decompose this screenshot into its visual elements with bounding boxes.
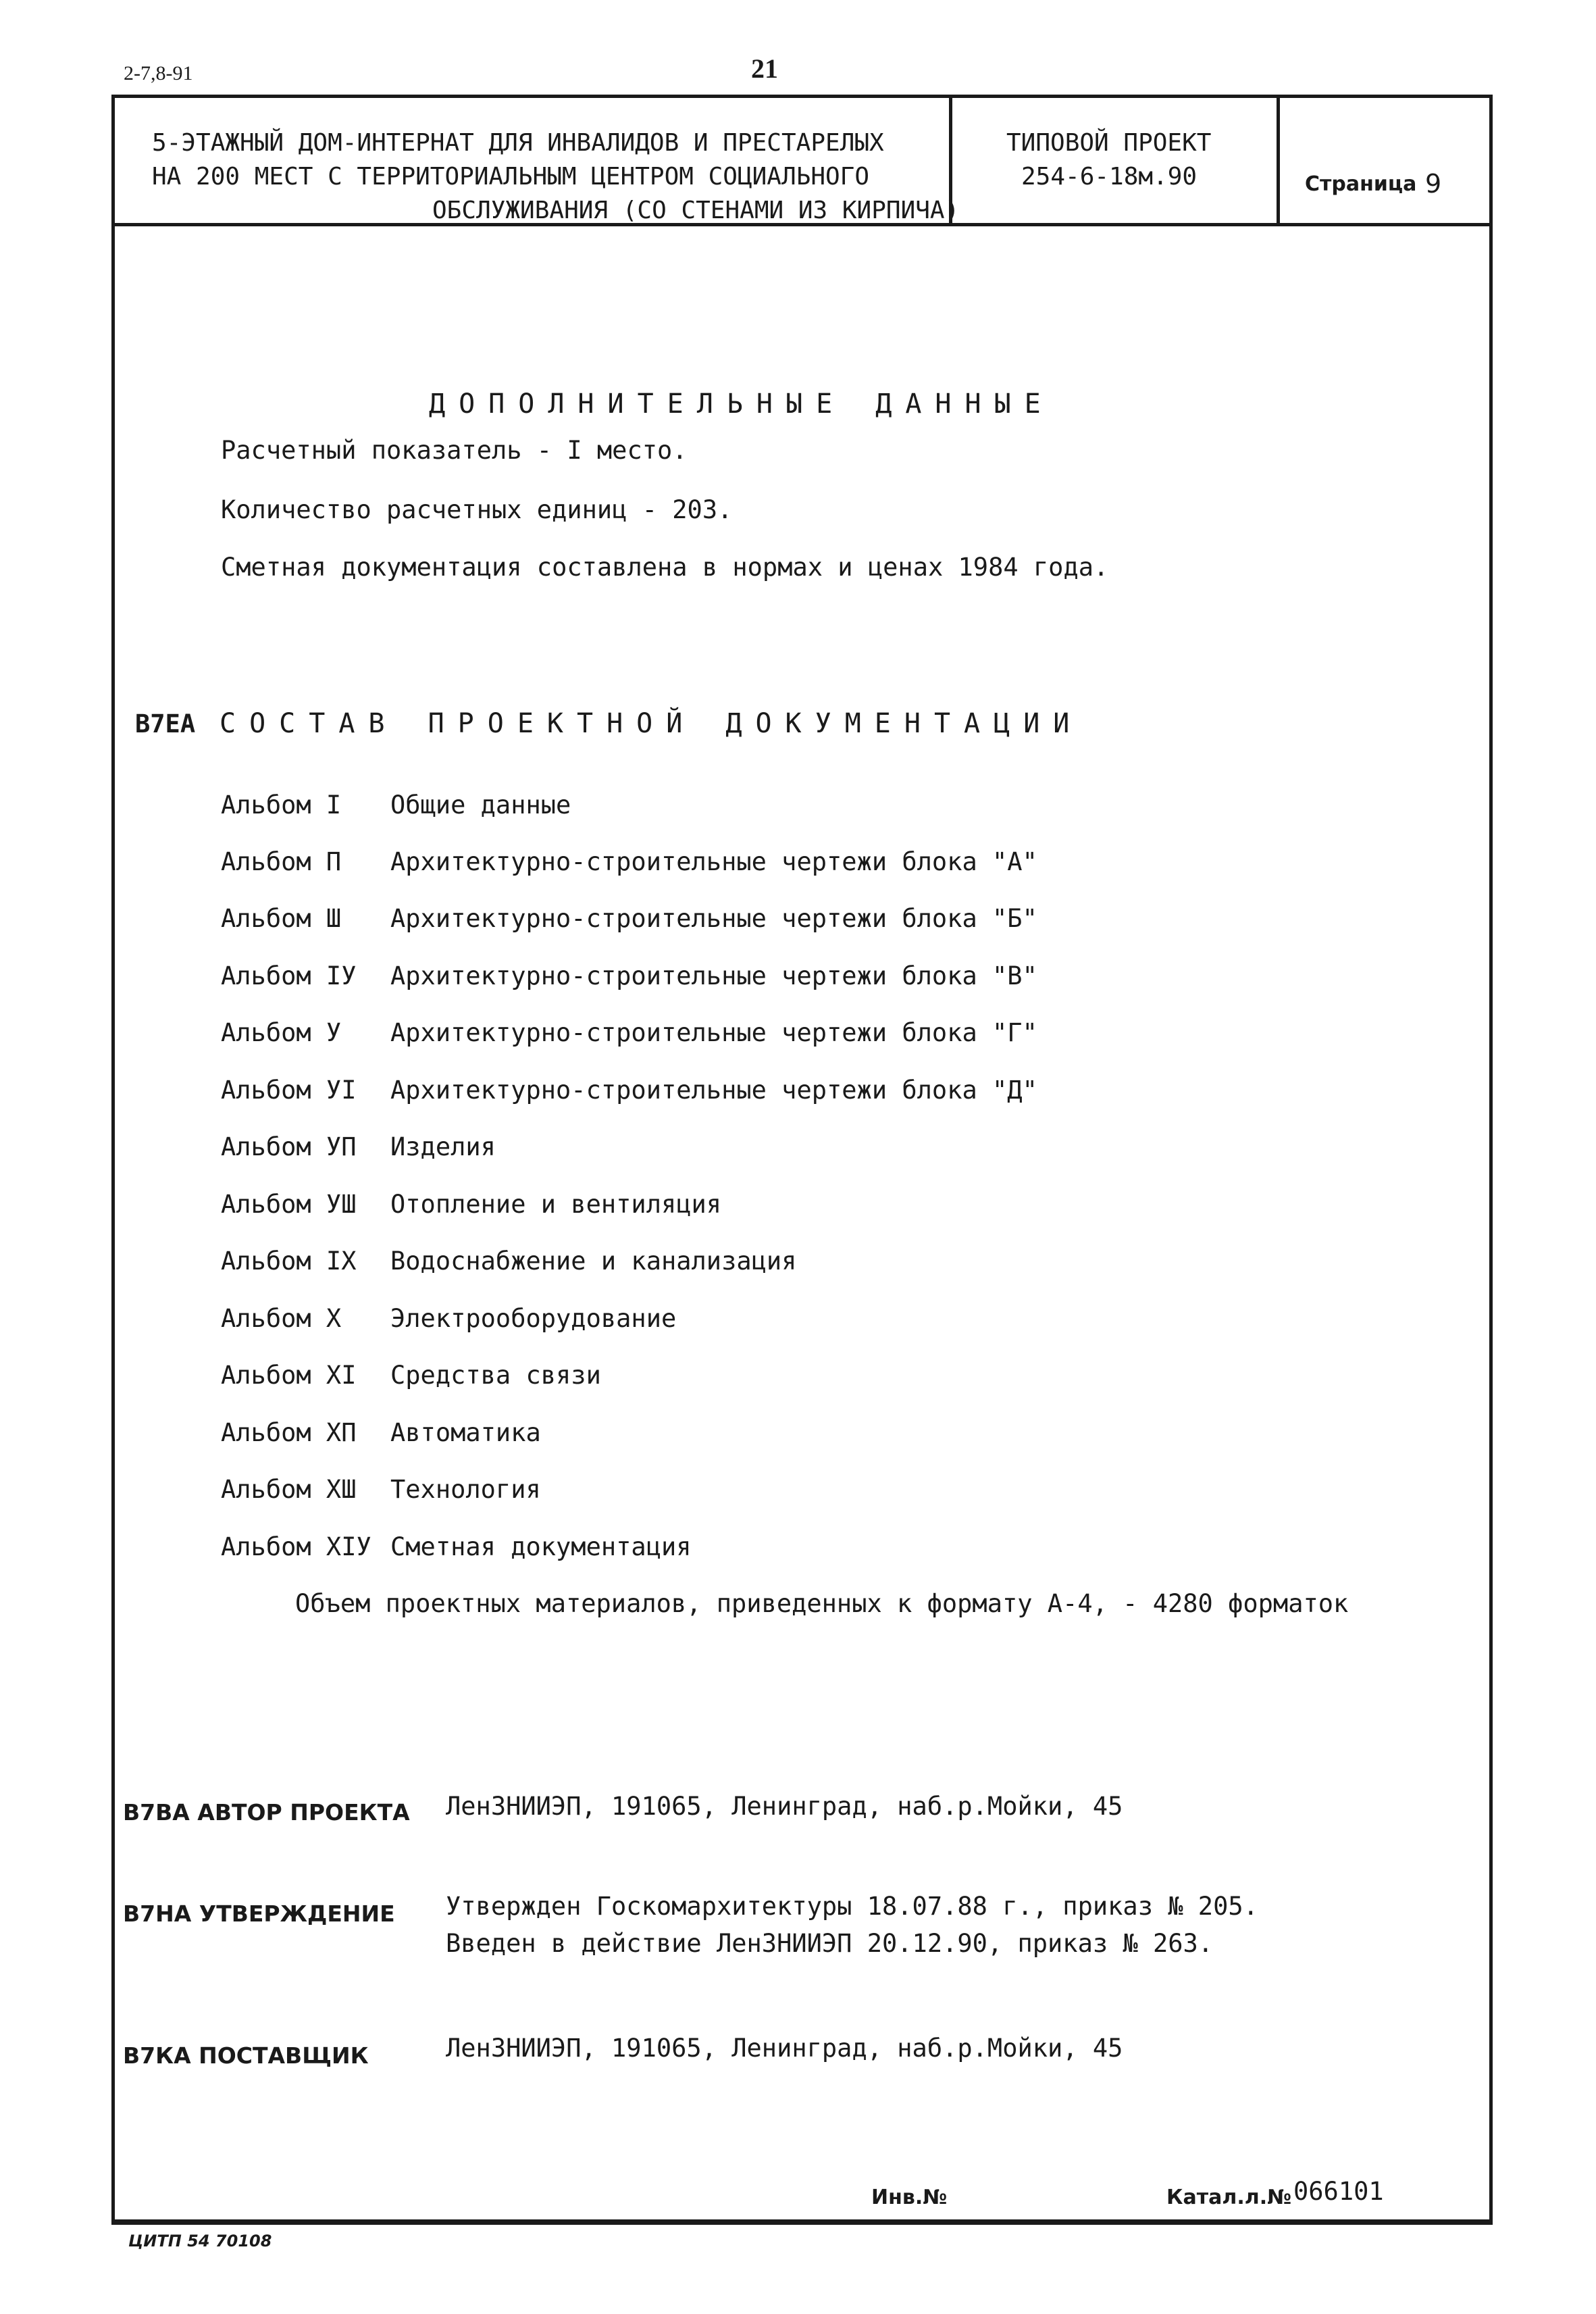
album-label: Альбом У — [221, 1018, 342, 1047]
album-title: Архитектурно-строительные чертежи блока "В" — [390, 961, 1037, 990]
album-label: Альбом IX — [221, 1247, 357, 1276]
composition-heading: СОСТАВ ПРОЕКТНОЙ ДОКУМЕНТАЦИИ — [220, 708, 1083, 739]
inventory-label: Инв.№ — [871, 2186, 948, 2209]
album-label: Альбом XIУ — [221, 1532, 371, 1561]
bottom-code: ЦИТП 54 70108 — [128, 2232, 272, 2250]
author-value: ЛенЗНИИЭП, 191065, Ленинград, наб.р.Мойки, 45 — [446, 1792, 1123, 1821]
author-code: В7ВА АВТОР ПРОЕКТА — [123, 1799, 410, 1826]
album-label: Альбом Ш — [221, 904, 342, 933]
approval-line: Утвержден Госкомархитектуры 18.07.88 г., приказ № 205. — [446, 1892, 1258, 1921]
additional-data-heading: ДОПОЛНИТЕЛЬНЫЕ ДАННЫЕ — [429, 388, 1054, 420]
album-title: Электрооборудование — [390, 1304, 677, 1333]
album-label: Альбом П — [221, 847, 342, 876]
album-title: Архитектурно-строительные чертежи блока "Г" — [390, 1018, 1037, 1047]
additional-line: Количество расчетных единиц - 203. — [221, 495, 733, 524]
album-title: Архитектурно-строительные чертежи блока "Д" — [390, 1076, 1037, 1105]
album-label: Альбом XП — [221, 1418, 357, 1447]
album-title: Технология — [390, 1475, 541, 1504]
header-title-line: ОБСЛУЖИВАНИЯ (СО СТЕНАМИ ИЗ КИРПИЧА) — [432, 197, 960, 224]
album-title: Средства связи — [390, 1361, 601, 1390]
project-number: 254-6-18м.90 — [1021, 163, 1198, 191]
album-title: Общие данные — [390, 790, 571, 820]
header-column-divider — [1277, 95, 1280, 226]
supplier-value: ЛенЗНИИЭП, 191065, Ленинград, наб.р.Мойки, 45 — [446, 2034, 1123, 2063]
album-label: Альбом IУ — [221, 961, 357, 990]
album-label: Альбом УI — [221, 1076, 357, 1105]
approval-code: В7НА УТВЕРЖДЕНИЕ — [123, 1901, 395, 1927]
album-title: Архитектурно-строительные чертежи блока "А" — [390, 847, 1037, 876]
project-type: ТИПОВОЙ ПРОЕКТ — [1006, 129, 1212, 157]
composition-code: В7ЕА — [135, 709, 196, 738]
album-title: Архитектурно-строительные чертежи блока "Б" — [390, 904, 1037, 933]
approval-line: Введен в действие ЛенЗНИИЭП 20.12.90, приказ № 263. — [446, 1929, 1214, 1958]
album-title: Водоснабжение и канализация — [390, 1247, 797, 1276]
album-label: Альбом УП — [221, 1132, 357, 1161]
album-label: Альбом X — [221, 1304, 342, 1333]
album-title: Изделия — [390, 1132, 496, 1161]
page-label: Страница — [1305, 172, 1417, 196]
additional-line: Сметная документация составлена в нормах и ценах 1984 года. — [221, 553, 1109, 582]
catalog-value: 066101 — [1293, 2177, 1384, 2206]
supplier-code: В7КА ПОСТАВЩИК — [123, 2042, 369, 2069]
album-label: Альбом XI — [221, 1361, 357, 1390]
page-number: 21 — [751, 53, 778, 84]
bottom-rule — [111, 2221, 1493, 2225]
album-title: Сметная документация — [390, 1532, 692, 1561]
additional-line: Расчетный показатель - I место. — [221, 436, 688, 465]
album-title: Автоматика — [390, 1418, 541, 1447]
header-title-line: НА 200 МЕСТ С ТЕРРИТОРИАЛЬНЫМ ЦЕНТРОМ СОЦИАЛЬНОГО — [152, 163, 870, 191]
volume-statement: Объем проектных материалов, приведенных к формату А-4, - 4280 форматок — [295, 1589, 1349, 1618]
page-value: 9 — [1425, 169, 1442, 199]
album-title: Отопление и вентиляция — [390, 1190, 722, 1219]
catalog-label: Катал.л.№ — [1166, 2186, 1292, 2209]
album-label: Альбом УШ — [221, 1190, 357, 1219]
album-label: Альбом XШ — [221, 1475, 357, 1504]
header-title-line: 5-ЭТАЖНЫЙ ДОМ-ИНТЕРНАТ ДЛЯ ИНВАЛИДОВ И ПРЕСТАРЕЛЫХ — [152, 129, 884, 157]
album-label: Альбом I — [221, 790, 342, 820]
top-left-code: 2-7,8-91 — [124, 62, 193, 84]
